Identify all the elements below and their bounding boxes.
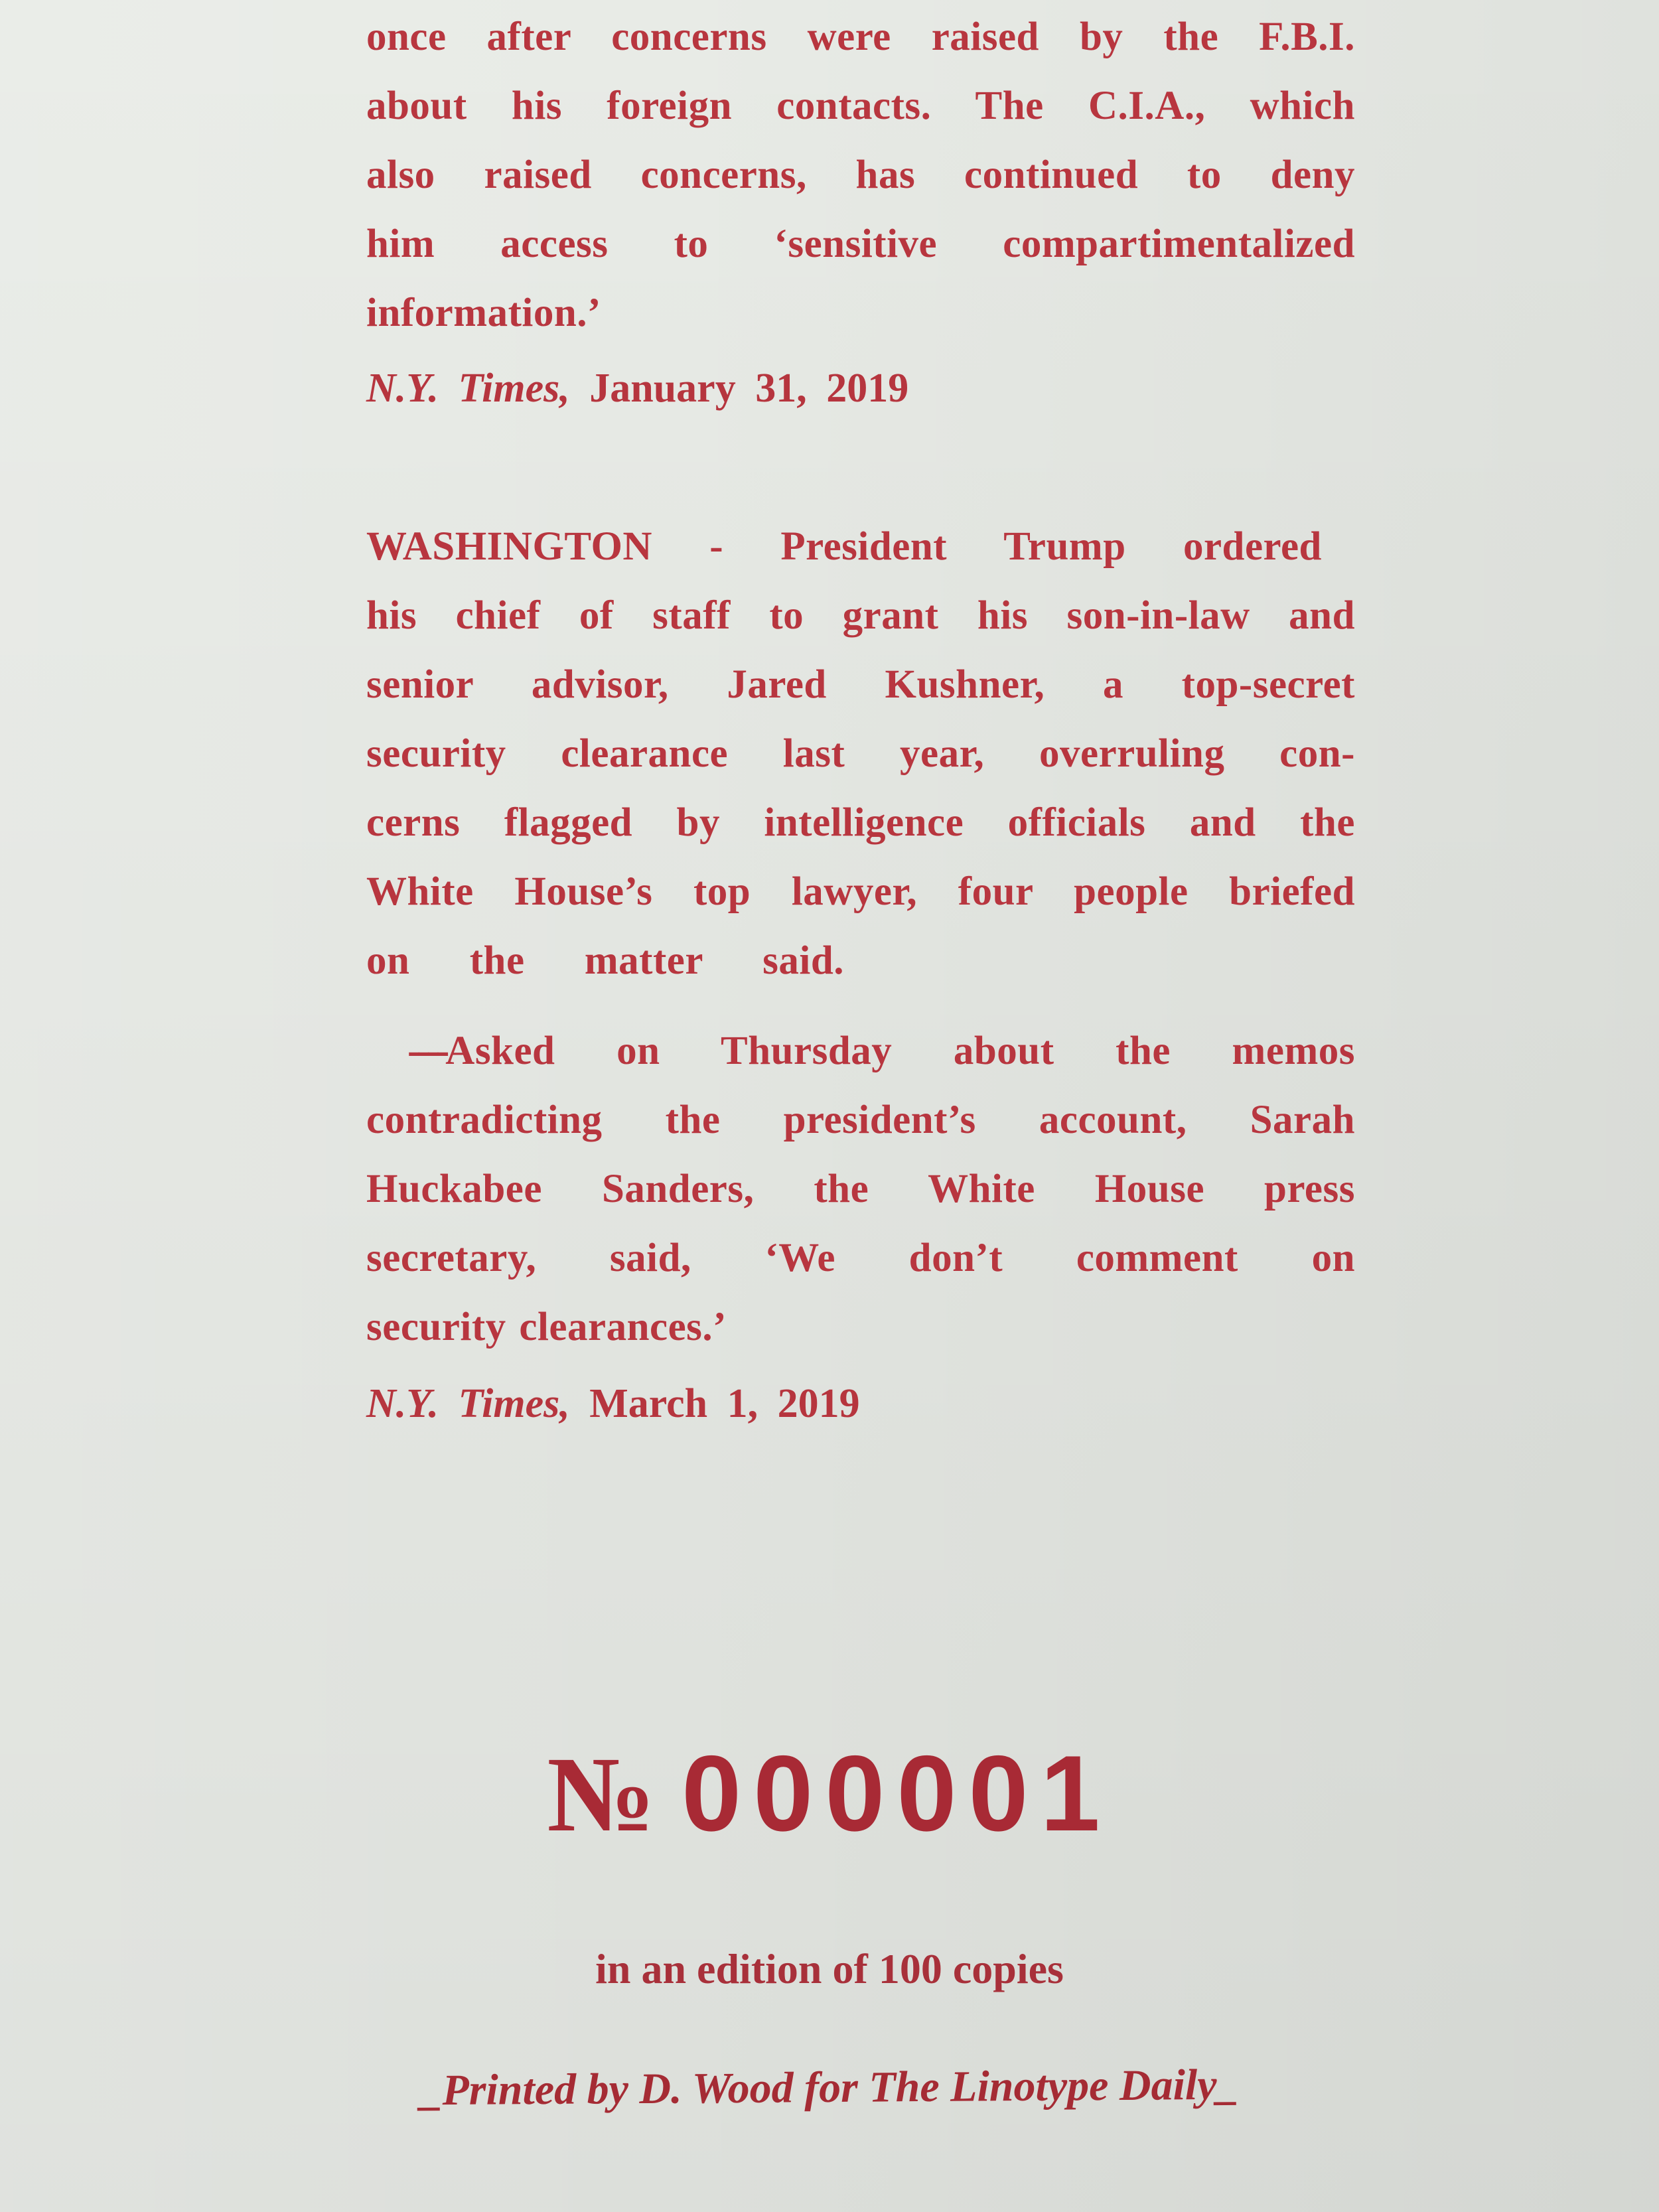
copy-number [0, 1732, 1659, 1857]
text-line: security clearances.’ [366, 1305, 727, 1349]
text-line: secretary, said, ‘We don’t comment on [366, 1236, 1355, 1280]
text-line: security clearance last year, overruling con- [366, 731, 1355, 776]
citation-1 [366, 365, 1355, 412]
article-excerpt-1 [366, 3, 1355, 348]
edition-note: in an edition of 100 copies [595, 1945, 1064, 1992]
text-line: also raised concerns, has continued to deny [366, 153, 1355, 197]
text-line: cerns flagged by intelligence officials and the [366, 800, 1355, 845]
printer-credit: _Printed by D. Wood for The Linotype Daily_ [420, 2060, 1239, 2115]
citation-date: March 1, 2019 [589, 1381, 860, 1426]
citation-source: N.Y. Times, [366, 1381, 570, 1426]
text-line: senior advisor, Jared Kushner, a top-secret [366, 662, 1355, 707]
text-line: White House’s top lawyer, four people briefed [366, 869, 1355, 914]
citation-source: N.Y. Times, [366, 366, 570, 411]
article-excerpt-2 [366, 512, 1355, 995]
article-excerpt-2-continued [366, 1017, 1355, 1362]
text-line: WASHINGTON - President Trump ordered [366, 524, 1322, 569]
numero-sign: № [547, 1735, 656, 1854]
text-line: information.’ [366, 291, 601, 335]
citation-2 [366, 1380, 1355, 1428]
text-line: once after concerns were raised by the F.B.I. [366, 15, 1355, 59]
text-line: Asked on Thursday about the memos [445, 1029, 1355, 1073]
text-line: contradicting the president’s account, Sarah [366, 1098, 1355, 1142]
text-line: him access to ‘sensitive compartimentalized [366, 222, 1355, 266]
copy-number-value: 000001 [682, 1733, 1112, 1854]
text-line: his chief of staff to grant his son-in-law and [366, 593, 1355, 638]
citation-date: January 31, 2019 [589, 366, 909, 411]
text-line: on the matter said. [366, 938, 844, 983]
text-line: Huckabee Sanders, the White House press [366, 1167, 1355, 1211]
lead-dash: ---- [407, 1029, 446, 1073]
text-line: about his foreign contacts. The C.I.A., which [366, 84, 1355, 128]
